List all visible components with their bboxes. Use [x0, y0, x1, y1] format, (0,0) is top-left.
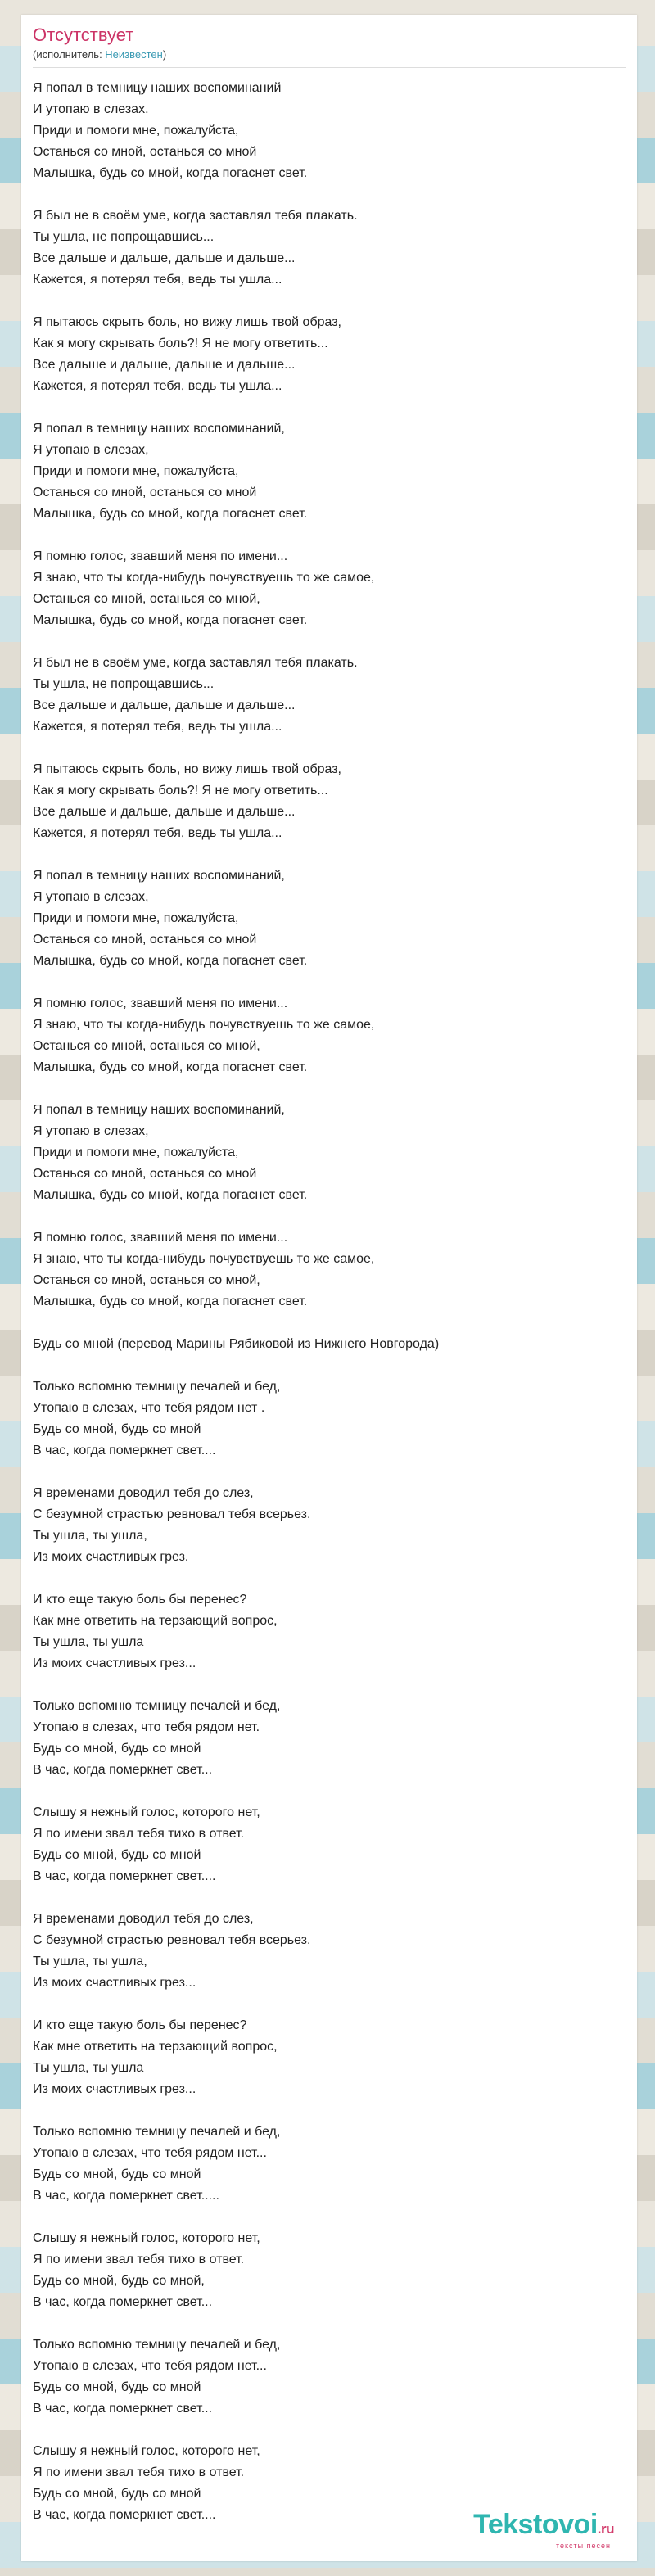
lyrics-line: Утопаю в слезах, что тебя рядом нет...: [33, 2359, 267, 2373]
lyrics-line: В час, когда померкнет свет.....: [33, 2189, 219, 2203]
lyrics-line: Останься со мной, останься со мной,: [33, 1273, 260, 1287]
lyrics-line: С безумной страстью ревновал тебя всерьез.: [33, 1933, 311, 1947]
lyrics-line: Ты ушла, ты ушла,: [33, 1955, 147, 1968]
lyrics-line: Все дальше и дальше, дальше и дальше...: [33, 251, 296, 265]
lyrics-line: Кажется, я потерял тебя, ведь ты ушла...: [33, 273, 282, 287]
lyrics-line: Будь со мной, будь со мной: [33, 1742, 201, 1756]
lyrics-line: Утопаю в слезах, что тебя рядом нет...: [33, 2146, 267, 2160]
lyrics-line: Ты ушла, ты ушла,: [33, 1529, 147, 1543]
lyrics-line: Малышка, будь со мной, когда погаснет свет.: [33, 613, 308, 627]
lyrics-line: Ты ушла, не попрощавшись...: [33, 230, 215, 244]
lyrics-line: Будь со мной, будь со мной,: [33, 2274, 205, 2288]
lyrics-line: Я знаю, что ты когда-нибудь почувствуешь то же самое,: [33, 1252, 375, 1266]
artist-link[interactable]: Неизвестен: [105, 48, 163, 61]
lyrics-line: Все дальше и дальше, дальше и дальше...: [33, 805, 296, 819]
lyrics-line: Останься со мной, останься со мной: [33, 486, 257, 499]
lyrics-line: Останься со мной, останься со мной: [33, 933, 257, 947]
lyrics-line: Все дальше и дальше, дальше и дальше...: [33, 358, 296, 372]
lyrics-line: С безумной страстью ревновал тебя всерьез.: [33, 1507, 311, 1521]
lyrics-stanza: [33, 2122, 626, 2207]
lyrics-line: В час, когда померкнет свет...: [33, 2402, 213, 2416]
lyrics-line: Малышка, будь со мной, когда погаснет свет.: [33, 507, 308, 521]
lyrics-line: Приди и помоги мне, пожалуйста,: [33, 911, 239, 925]
lyrics-line: Как мне ответить на терзающий вопрос,: [33, 2040, 278, 2054]
lyrics-stanza: [33, 418, 626, 525]
lyrics-line: Как я могу скрывать боль?! Я не могу ответить...: [33, 337, 328, 350]
lyrics-line: Все дальше и дальше, дальше и дальше...: [33, 698, 296, 712]
lyrics-line: Ты ушла, не попрощавшись...: [33, 677, 215, 691]
lyrics-line: Будь со мной, будь со мной: [33, 1848, 201, 1862]
lyrics-line: Приди и помоги мне, пожалуйста,: [33, 464, 239, 478]
lyrics-line: Кажется, я потерял тебя, ведь ты ушла...: [33, 826, 282, 840]
lyrics-line: В час, когда померкнет свет....: [33, 1444, 216, 1457]
lyrics-line: Малышка, будь со мной, когда погаснет свет.: [33, 1188, 308, 1202]
lyrics-line: Будь со мной, будь со мной: [33, 2487, 201, 2501]
logo-wordmark: [473, 2510, 614, 2543]
lyrics-line: Слышу я нежный голос, которого нет,: [33, 1805, 260, 1819]
lyrics-line: Я по имени звал тебя тихо в ответ.: [33, 1827, 245, 1841]
lyrics-line: Я попал в темницу наших воспоминаний: [33, 81, 282, 95]
lyrics-page: [21, 15, 637, 2561]
lyrics-line: Я утопаю в слезах,: [33, 443, 149, 457]
lyrics-stanza: [33, 2015, 626, 2100]
song-title: Отсутствует: [33, 25, 134, 45]
lyrics-line: И кто еще такую боль бы перенес?: [33, 2018, 247, 2032]
lyrics-line: Я знаю, что ты когда-нибудь почувствуешь то же самое,: [33, 571, 375, 585]
lyrics-stanza: [33, 1227, 626, 1313]
song-header: [21, 15, 637, 62]
lyrics-stanza: [33, 312, 626, 397]
lyrics-stanza: [33, 1483, 626, 1568]
logo-tagline: тексты песен: [555, 2542, 611, 2550]
lyrics-line: Я временами доводил тебя до слез,: [33, 1486, 254, 1500]
lyrics-line: Я попал в темницу наших воспоминаний,: [33, 422, 285, 436]
lyrics-line: В час, когда померкнет свет...: [33, 2295, 213, 2309]
lyrics-line: Утопаю в слезах, что тебя рядом нет.: [33, 1720, 260, 1734]
lyrics-stanza: [33, 865, 626, 972]
lyrics-line: Я пытаюсь скрыть боль, но вижу лишь твой образ,: [33, 315, 341, 329]
lyrics-line: Я был не в своём уме, когда заставлял тебя плакать.: [33, 209, 358, 223]
lyrics-line: Будь со мной, будь со мной: [33, 2167, 201, 2181]
lyrics-line: Я попал в темницу наших воспоминаний,: [33, 869, 285, 883]
lyrics-line: Кажется, я потерял тебя, ведь ты ушла...: [33, 720, 282, 734]
lyrics-line: В час, когда померкнет свет....: [33, 2508, 216, 2522]
artist-line: [33, 47, 626, 62]
lyrics-line: Из моих счастливых грез...: [33, 1976, 196, 1990]
lyrics-line: Из моих счастливых грез...: [33, 2082, 196, 2096]
lyrics-stanza: [33, 1589, 626, 1674]
lyrics-line: В час, когда померкнет свет....: [33, 1869, 216, 1883]
lyrics-line: Малышка, будь со мной, когда погаснет свет.: [33, 954, 308, 968]
lyrics-line: Останься со мной, останься со мной: [33, 145, 257, 159]
lyrics-line: Только вспомню темницу печалей и бед,: [33, 2338, 281, 2352]
lyrics-line: Я знаю, что ты когда-нибудь почувствуешь то же самое,: [33, 1018, 375, 1032]
lyrics-line: Как мне ответить на терзающий вопрос,: [33, 1614, 278, 1628]
logo-tld: .ru: [597, 2521, 614, 2537]
lyrics-stanza: [33, 546, 626, 631]
lyrics-text: [21, 68, 637, 2526]
lyrics-line: Кажется, я потерял тебя, ведь ты ушла...: [33, 379, 282, 393]
lyrics-line: Я помню голос, звавший меня по имени...: [33, 549, 288, 563]
lyrics-stanza: [33, 993, 626, 1078]
lyrics-line: Я временами доводил тебя до слез,: [33, 1912, 254, 1926]
lyrics-line: Приди и помоги мне, пожалуйста,: [33, 124, 239, 138]
lyrics-line: Я попал в темницу наших воспоминаний,: [33, 1103, 285, 1117]
lyrics-stanza: [33, 759, 626, 844]
lyrics-stanza: [33, 1802, 626, 1887]
lyrics-line: Останься со мной, останься со мной,: [33, 1039, 260, 1053]
lyrics-stanza: [33, 1696, 626, 1781]
lyrics-line: Малышка, будь со мной, когда погаснет свет.: [33, 166, 308, 180]
lyrics-line: И кто еще такую боль бы перенес?: [33, 1593, 247, 1607]
lyrics-stanza: [33, 1909, 626, 1994]
logo-name: Tekstovoi: [473, 2509, 598, 2540]
lyrics-line: Будь со мной (перевод Марины Рябиковой из Нижнего Новгорода): [33, 1337, 440, 1351]
lyrics-line: Я помню голос, звавший меня по имени...: [33, 1231, 288, 1245]
lyrics-stanza: [33, 1376, 626, 1462]
lyrics-line: Останься со мной, останься со мной,: [33, 592, 260, 606]
artist-prefix: (исполнитель:: [33, 48, 106, 61]
lyrics-stanza: [33, 78, 626, 184]
artist-suffix: ): [162, 48, 167, 61]
lyrics-stanza: [33, 2228, 626, 2313]
lyrics-line: Я по имени звал тебя тихо в ответ.: [33, 2253, 245, 2266]
lyrics-line: Только вспомню темницу печалей и бед,: [33, 2125, 281, 2139]
lyrics-line: Слышу я нежный голос, которого нет,: [33, 2444, 260, 2458]
lyrics-stanza: [33, 206, 626, 291]
lyrics-line: Утопаю в слезах, что тебя рядом нет .: [33, 1401, 265, 1415]
lyrics-stanza: [33, 2334, 626, 2420]
lyrics-line: Останься со мной, останься со мной: [33, 1167, 257, 1181]
lyrics-line: Только вспомню темницу печалей и бед,: [33, 1380, 281, 1394]
lyrics-line: Будь со мной, будь со мной: [33, 2380, 201, 2394]
lyrics-line: Я по имени звал тебя тихо в ответ.: [33, 2465, 245, 2479]
lyrics-line: Ты ушла, ты ушла: [33, 1635, 144, 1649]
lyrics-line: В час, когда померкнет свет...: [33, 1763, 213, 1777]
lyrics-line: Я был не в своём уме, когда заставлял тебя плакать.: [33, 656, 358, 670]
lyrics-line: Я утопаю в слезах,: [33, 890, 149, 904]
lyrics-line: Малышка, будь со мной, когда погаснет свет.: [33, 1295, 308, 1308]
lyrics-line: Малышка, будь со мной, когда погаснет свет.: [33, 1060, 308, 1074]
lyrics-line: Ты ушла, ты ушла: [33, 2061, 144, 2075]
lyrics-stanza: [33, 653, 626, 738]
lyrics-line: Только вспомню темницу печалей и бед,: [33, 1699, 281, 1713]
lyrics-line: И утопаю в слезах.: [33, 102, 149, 116]
lyrics-line: Как я могу скрывать боль?! Я не могу ответить...: [33, 784, 328, 798]
lyrics-line: Я пытаюсь скрыть боль, но вижу лишь твой образ,: [33, 762, 341, 776]
lyrics-line: Я утопаю в слезах,: [33, 1124, 149, 1138]
lyrics-stanza: [33, 1334, 626, 1355]
lyrics-line: Из моих счастливых грез...: [33, 1656, 196, 1670]
lyrics-line: Из моих счастливых грез.: [33, 1550, 189, 1564]
lyrics-line: Будь со мной, будь со мной: [33, 1422, 201, 1436]
lyrics-line: Я помню голос, звавший меня по имени...: [33, 997, 288, 1010]
lyrics-line: Приди и помоги мне, пожалуйста,: [33, 1146, 239, 1159]
site-logo[interactable]: [473, 2510, 614, 2550]
lyrics-stanza: [33, 1100, 626, 1206]
lyrics-line: Слышу я нежный голос, которого нет,: [33, 2231, 260, 2245]
